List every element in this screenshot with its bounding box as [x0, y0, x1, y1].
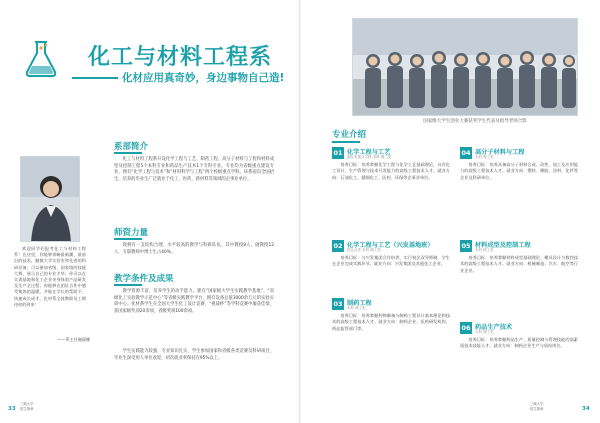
major-tags: 本科 理工类: [347, 306, 366, 310]
major-name: 药品生产技术: [475, 324, 513, 331]
footer-right: [530, 402, 544, 412]
major-item: [460, 147, 578, 227]
page-subtitle: 化材应用真奇妙，身边事物自己造!: [122, 72, 285, 84]
intro-rule: [114, 152, 142, 154]
major-description: 培养目标：培养掌握药品生产、质量控制与管理技能的高素质技术技能人才。就业方向：制药企业生产与质检岗位。: [460, 337, 578, 349]
faculty-text: 现拥有一支结构合理、水平较高的教学与科研队伍。其中教授8人，副教授12人，专职教师中博士生占40%。: [114, 243, 274, 255]
footer-left: [20, 402, 34, 412]
major-number: 03: [333, 300, 343, 308]
major-item: [332, 147, 450, 229]
major-item: [460, 322, 578, 398]
footer-left-line-1: 三峡大学: [20, 402, 34, 406]
major-description: 培养目标：与兴发集团合作培养，实行校企双导师制，学生在企业完成实践环节。就业方向：兴发集团及其他化工企业。: [332, 255, 450, 267]
subtitle-rule: [72, 77, 118, 79]
major-number: 02: [333, 242, 343, 250]
major-number: 05: [461, 242, 471, 250]
faculty-heading: 师资力量: [114, 228, 149, 238]
page-title: 化工与材料工程系: [88, 45, 273, 70]
major-number: 06: [461, 324, 471, 332]
majors-heading: 专业介绍: [332, 130, 367, 140]
welcome-signature: ——系主任谢丽娜: [57, 337, 90, 342]
flask-icon: [24, 38, 58, 78]
intro-heading: 系部简介: [114, 142, 149, 152]
major-name: 化学工程与工艺（兴发基地班）: [347, 242, 434, 249]
footer-right-line-2: 招生简章: [530, 407, 544, 411]
major-description: 培养目标：培养掌握药物制备与制药工程设计基本理论和技术的高级工程技术人才。就业方向：制药企业、医药研发机构、药品监管部门等。: [332, 313, 450, 331]
major-name: 制药工程: [347, 300, 372, 307]
major-description: 培养目标：培养掌握材料成型基础理论、模具设计与数控技术的高级工程技术人才。就业方向：机械制造、汽车、航空等行业企业。: [460, 255, 578, 273]
faculty-rule: [114, 238, 142, 240]
footer-right-line-1: 三峡大学: [530, 402, 544, 406]
major-number: 04: [461, 149, 471, 157]
major-tags: 校企合作 本科 理工类: [347, 248, 381, 252]
welcome-text: 欢迎同学们报考化工与材料工程系！在这里，你能够领略最新潮、最前沿的技术，触摸大学实验室和先进的科研设备；可以参加省级、国家级的技能大赛，展示自己的专业才华；你可以在实训基地和化工企业亲身体验产品研发及生产全过程；你能够在团队合作中感受集体的温暖，并能在学长的帮助下，快速成长成才。化材系全体教职员工期待你的到来！: [14, 246, 86, 307]
achievements-heading: 教学条件及成果: [114, 274, 174, 284]
major-description: 培养目标：培养掌握化学工程与化学工艺基础理论，具有化工设计、生产管理与技术开发能力的高级工程技术人才。就业方向：石油化工、精细化工、医药、环保等企事业单位。: [332, 162, 450, 180]
major-item: [460, 240, 578, 320]
major-tags: 本科 理工类: [475, 155, 494, 159]
major-tags: 湖北省重点学科 本科 理工类: [347, 155, 392, 159]
major-tags: 专科 理工类: [475, 330, 494, 334]
major-name: 高分子材料与工程: [475, 149, 525, 156]
major-tags: 本科 理工类: [475, 248, 494, 252]
major-number: 01: [333, 149, 343, 157]
portrait-photo: [20, 156, 80, 242]
footer-left-line-2: 招生简章: [20, 407, 34, 411]
page-number-right: 34: [582, 406, 590, 412]
group-photo: [352, 18, 578, 116]
page-number-left: 33: [8, 406, 16, 412]
major-name: 化学工程与工艺: [347, 149, 391, 156]
achievements-rule: [114, 284, 142, 286]
achievements-text-2: 学生实践能力较强，专业知识扎实，学生参加国家和省级各类竞赛及科研项目，毕业生深受用人单位欢迎，初次就业率保持在95%以上。: [114, 349, 274, 361]
intro-text: 化工与材料工程系开设化学工程与工艺、制药工程、高分子材料与工程和材料成型及控制工程5个本科专业和药品生产技术1个专科专业。专业均为省级重点建设专业，拥有“化学工程与技术”和“材料科学与工程”两个校级重点学科。该系面向全国招生，培养的毕业生广泛就业于化工、医药、新材料等领域的企事业单位。: [114, 157, 274, 182]
majors-rule: [332, 141, 360, 143]
major-name: 材料成型及控制工程: [475, 242, 531, 249]
photo-caption: 国家级大学生创业大赛获奖学生代表及指导老师合影: [423, 119, 527, 124]
page-fold: [299, 0, 301, 423]
major-item: [332, 298, 450, 388]
achievements-text-1: 教学资源丰富，培养学生的动手能力。建有“国家级大学生实践教学基地”、“省级化工实验教学示范中心”等省级实践教学平台，拥有设备总值3000余万元的实验实训中心。化材系学生在全国大学生化工设计竞赛、“挑战杯”等学科竞赛中屡获佳绩，获国家级奖项20余项，省级奖项100余项。: [114, 289, 274, 314]
major-description: 培养目标：培养具备高分子材料合成、改性、加工及应用能力的高级工程技术人才。就业方向：塑料、橡胶、涂料、化纤等企业及科研单位。: [460, 162, 578, 180]
